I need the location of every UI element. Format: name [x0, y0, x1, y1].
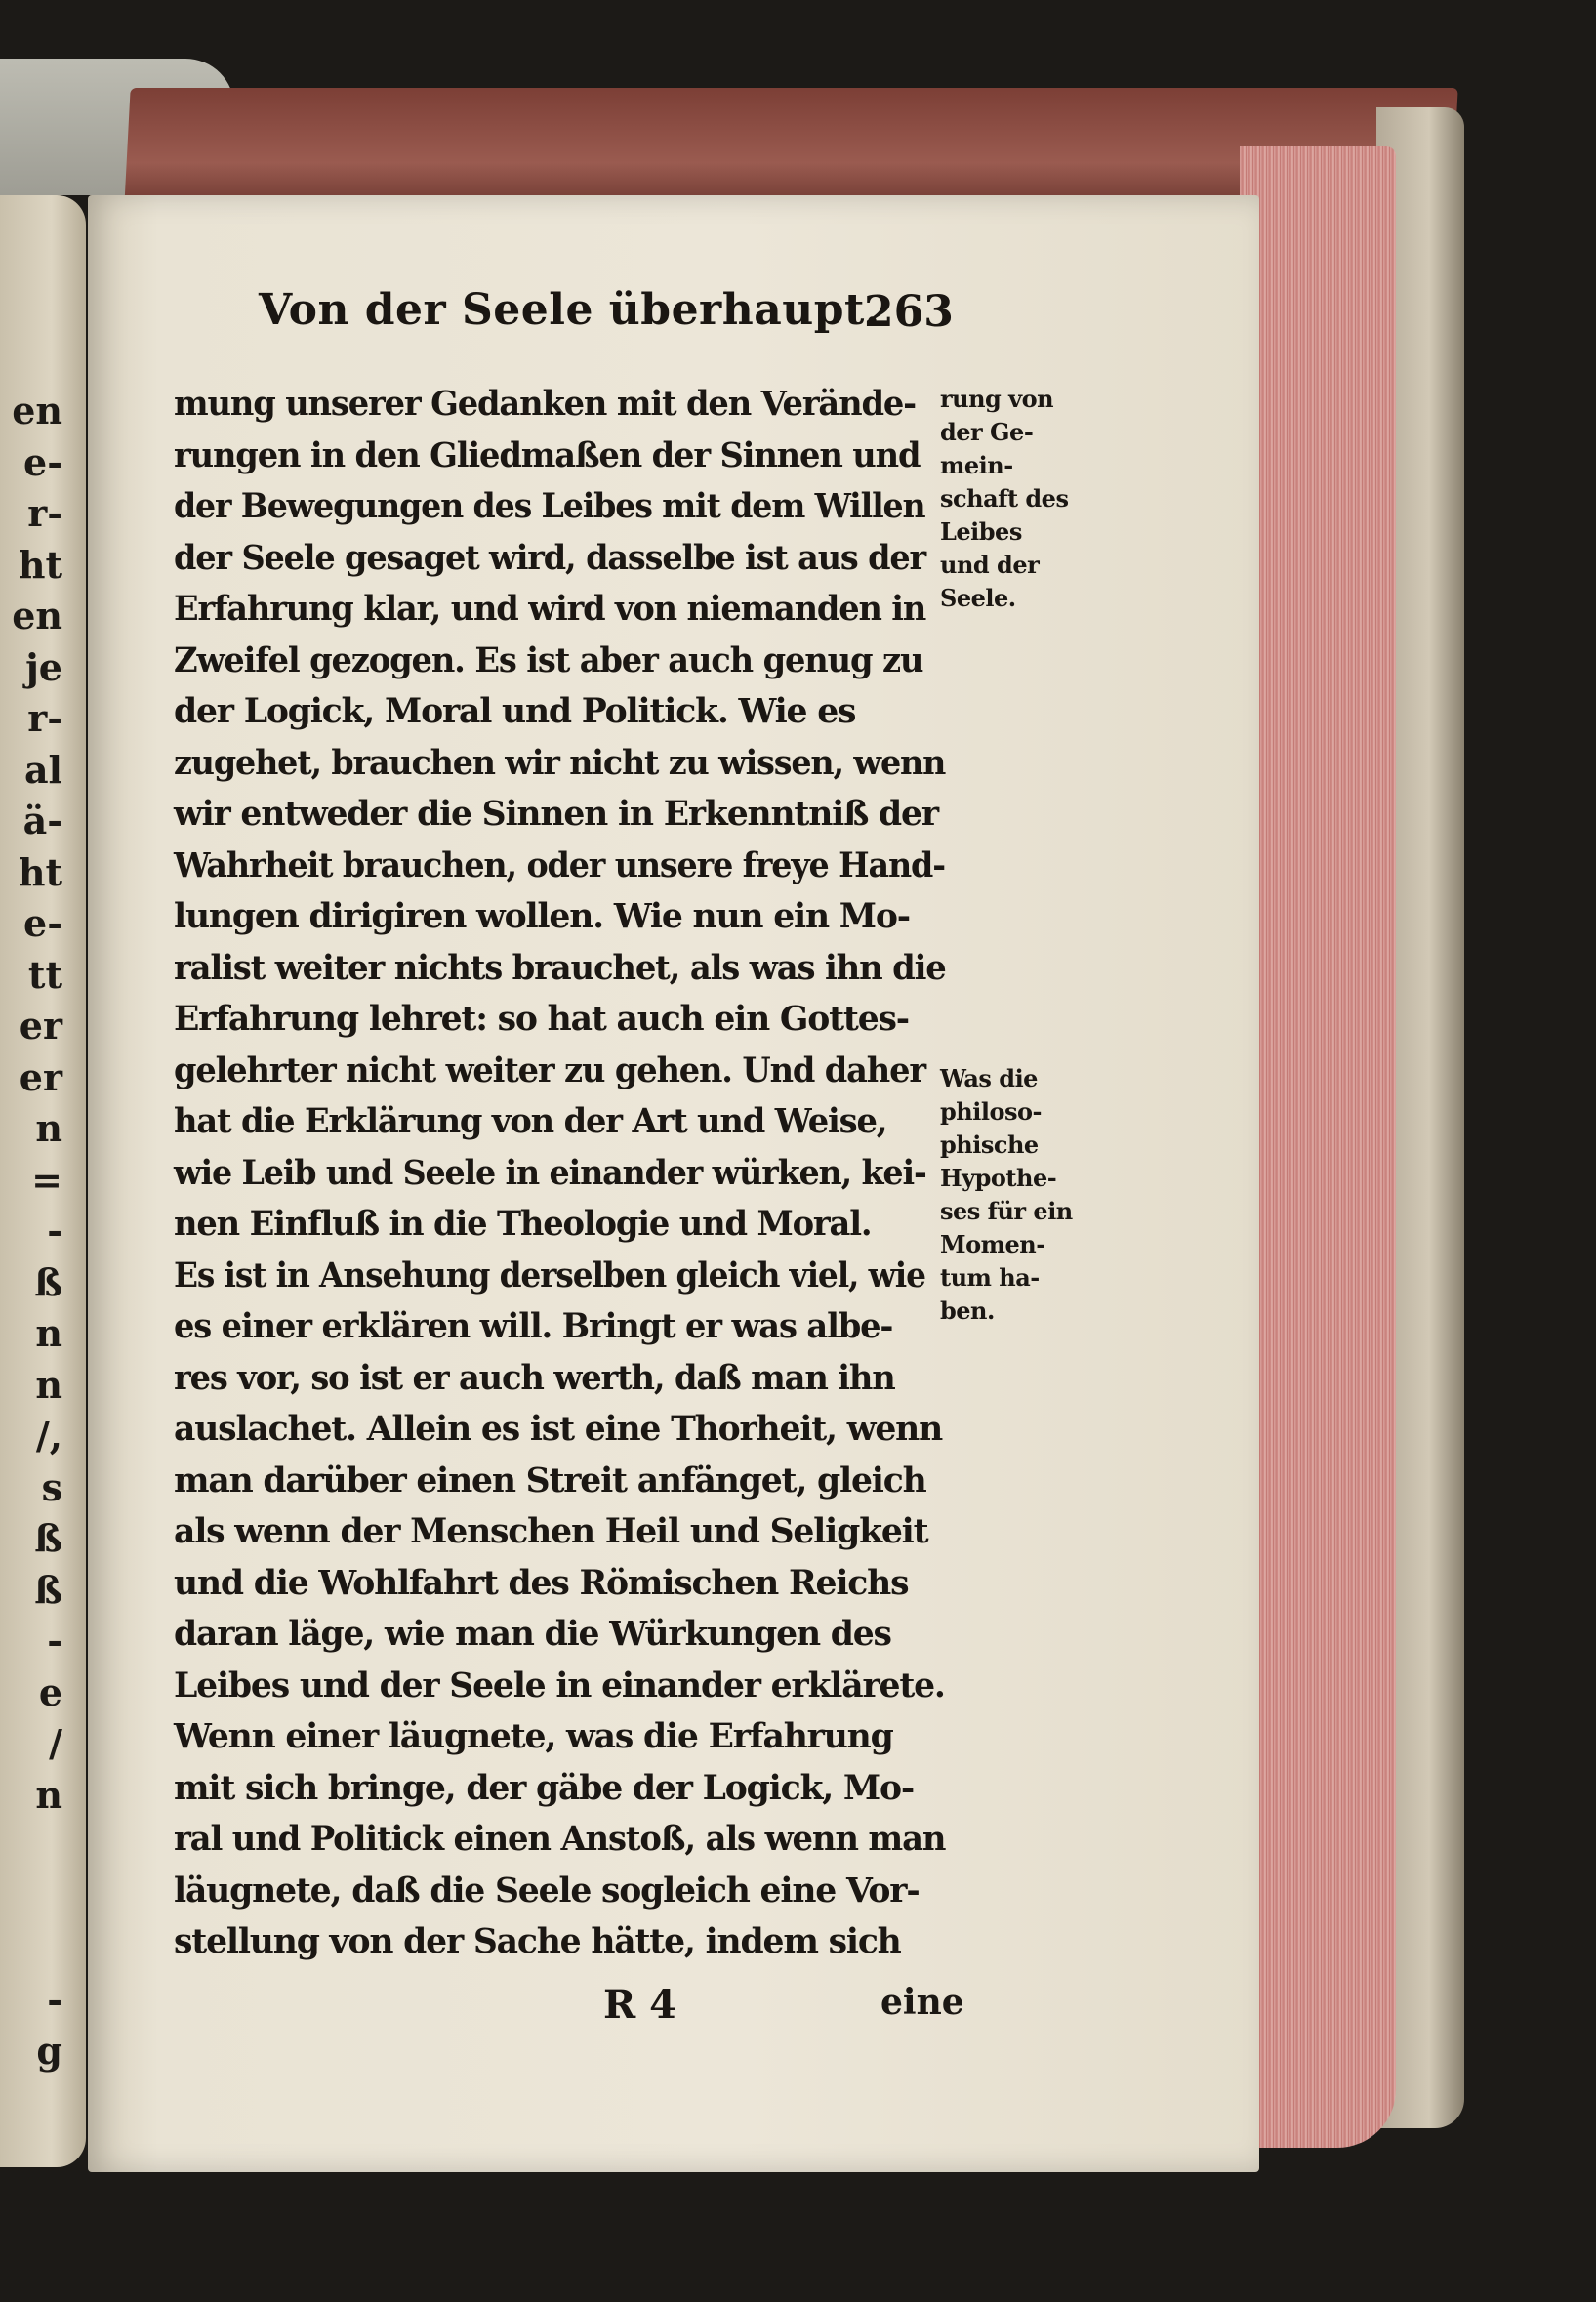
facing-page-fragment: ht	[18, 849, 62, 894]
facing-page-fragment: e	[38, 1669, 62, 1714]
text-line: ral und Politick einen Anstoß, als wenn man	[174, 1819, 946, 1859]
facing-page-fragment: ht	[18, 542, 62, 587]
facing-page-fragment: ß	[34, 1567, 62, 1612]
margin-note-line: Seele.	[940, 584, 1016, 612]
facing-page-fragment: er	[19, 1054, 62, 1099]
text-line: und die Wohlfahrt des Römischen Reichs	[174, 1562, 909, 1603]
facing-page-fragment: je	[25, 644, 62, 689]
facing-page-fragment: ß	[34, 1516, 62, 1560]
facing-page-fragment: tt	[27, 952, 62, 997]
page-footer	[174, 1982, 964, 2036]
page-fore-edge	[1240, 146, 1396, 2148]
text-line: Wenn einer läugnete, was die Erfahrung	[174, 1716, 893, 1756]
running-head	[259, 285, 962, 344]
facing-page-text	[0, 386, 78, 2077]
margin-note-line: tum ha-	[940, 1263, 1040, 1292]
text-line: zugehet, brauchen wir nicht zu wissen, wenn	[174, 742, 946, 783]
facing-page-fragment: n	[35, 1106, 62, 1150]
facing-page-fragment: -	[47, 1977, 62, 2022]
facing-page-fragment: al	[23, 747, 62, 792]
margin-note-line: der Ge-	[940, 418, 1034, 446]
text-line: der Bewegungen des Leibes mit dem Willen	[174, 486, 925, 526]
facing-page-fragment: e-	[23, 901, 62, 945]
facing-page-fragment: ä-	[22, 799, 62, 843]
facing-page-fragment: ß	[34, 1259, 62, 1304]
facing-page-fragment: /,	[35, 1414, 62, 1458]
margin-note-line: ben.	[940, 1296, 995, 1325]
margin-note-line: mein-	[940, 451, 1013, 479]
text-line: der Logick, Moral und Politick. Wie es	[174, 691, 856, 731]
margin-note-line: ses für ein	[940, 1197, 1073, 1225]
text-line: wir entweder die Sinnen in Erkenntniß der	[174, 794, 938, 834]
facing-page-fragment: -	[47, 1209, 62, 1253]
margin-note-line: schaft des	[940, 484, 1069, 513]
facing-page-fragment: er	[19, 1004, 62, 1048]
text-line: der Seele gesaget wird, dasselbe ist aus der	[174, 537, 926, 578]
margin-note-line: Hypothe-	[940, 1164, 1057, 1192]
facing-page-fragment: en	[12, 389, 62, 432]
text-line: läugnete, daß die Seele sogleich eine Vor-	[174, 1870, 920, 1911]
signature-mark: R 4	[603, 1982, 676, 2028]
text-line: wie Leib und Seele in einander würken, kei-	[174, 1152, 926, 1193]
facing-page-fragment: r-	[27, 491, 62, 535]
page-number: 263	[864, 287, 954, 337]
facing-page-fragment: en	[12, 594, 62, 637]
margin-note-line: Momen-	[940, 1230, 1045, 1258]
text-line: auslachet. Allein es ist eine Thorheit, wenn	[174, 1409, 943, 1449]
margin-note-line: phische	[940, 1130, 1039, 1159]
facing-page-fragment: e-	[23, 439, 62, 484]
text-line: Leibes und der Seele in einander erklärete.	[174, 1665, 945, 1706]
facing-page-fragment: n	[35, 1311, 62, 1355]
text-line: Erfahrung lehret: so hat auch ein Gottes-	[174, 999, 909, 1039]
text-line: nen Einfluß in die Theologie und Moral.	[174, 1204, 872, 1244]
text-line: stellung von der Sache hätte, indem sich	[174, 1921, 901, 1961]
facing-page-fragment: s	[41, 1464, 62, 1509]
text-line: res vor, so ist er auch werth, daß man ihn	[174, 1357, 895, 1398]
margin-note-line: Leibes	[940, 517, 1022, 546]
text-line: hat die Erklärung von der Art und Weise,	[174, 1101, 887, 1141]
margin-note-gemeinschaft	[940, 383, 1111, 615]
text-line: Zweifel gezogen. Es ist aber auch genug zu	[174, 639, 923, 680]
text-line: es einer erklären will. Bringt er was albe-	[174, 1306, 893, 1346]
facing-page-fragment: n	[35, 1362, 62, 1407]
margin-note-line: rung von	[940, 385, 1054, 413]
text-line: als wenn der Menschen Heil und Seligkeit	[174, 1511, 928, 1551]
facing-page-fragment: /	[49, 1721, 62, 1765]
text-line: mung unserer Gedanken mit den Verände-	[174, 384, 917, 424]
running-title: Von der Seele überhaupt.	[259, 285, 880, 335]
facing-page-fragment	[0, 1923, 78, 1975]
margin-note-line: philoso-	[940, 1097, 1042, 1126]
text-line: gelehrter nicht weiter zu gehen. Und daher	[174, 1049, 925, 1090]
body-text	[174, 379, 955, 1968]
margin-note-line: und der	[940, 551, 1040, 579]
facing-page-fragment: r-	[27, 696, 62, 740]
text-line: man darüber einen Streit anfänget, gleich	[174, 1459, 926, 1500]
facing-page-fragment: -	[47, 1619, 62, 1663]
facing-page-fragment: g	[36, 2029, 62, 2073]
facing-page-fragment	[0, 1821, 78, 1872]
margin-note-line: Was die	[940, 1064, 1038, 1092]
facing-page-fragment	[0, 1872, 78, 1924]
text-line: Wahrheit brauchen, oder unsere freye Hand-	[174, 844, 945, 885]
text-line: Erfahrung klar, und wird von niemanden in	[174, 589, 926, 629]
text-line: ralist weiter nichts brauchet, als was ihn die	[174, 947, 946, 988]
text-line: mit sich bringe, der gäbe der Logick, Mo-	[174, 1767, 915, 1808]
facing-page-fragment: =	[31, 1157, 62, 1202]
text-line: lungen dirigiren wollen. Wie nun ein Mo-	[174, 896, 910, 936]
text-line: daran läge, wie man die Würkungen des	[174, 1614, 891, 1654]
text-line: Es ist in Ansehung derselben gleich viel, wie	[174, 1254, 925, 1295]
facing-page-fragment: n	[35, 1772, 62, 1817]
text-line: rungen in den Gliedmaßen der Sinnen und	[174, 434, 921, 475]
catchword: eine	[880, 1982, 964, 2023]
margin-note-hypotheses	[940, 1062, 1111, 1328]
